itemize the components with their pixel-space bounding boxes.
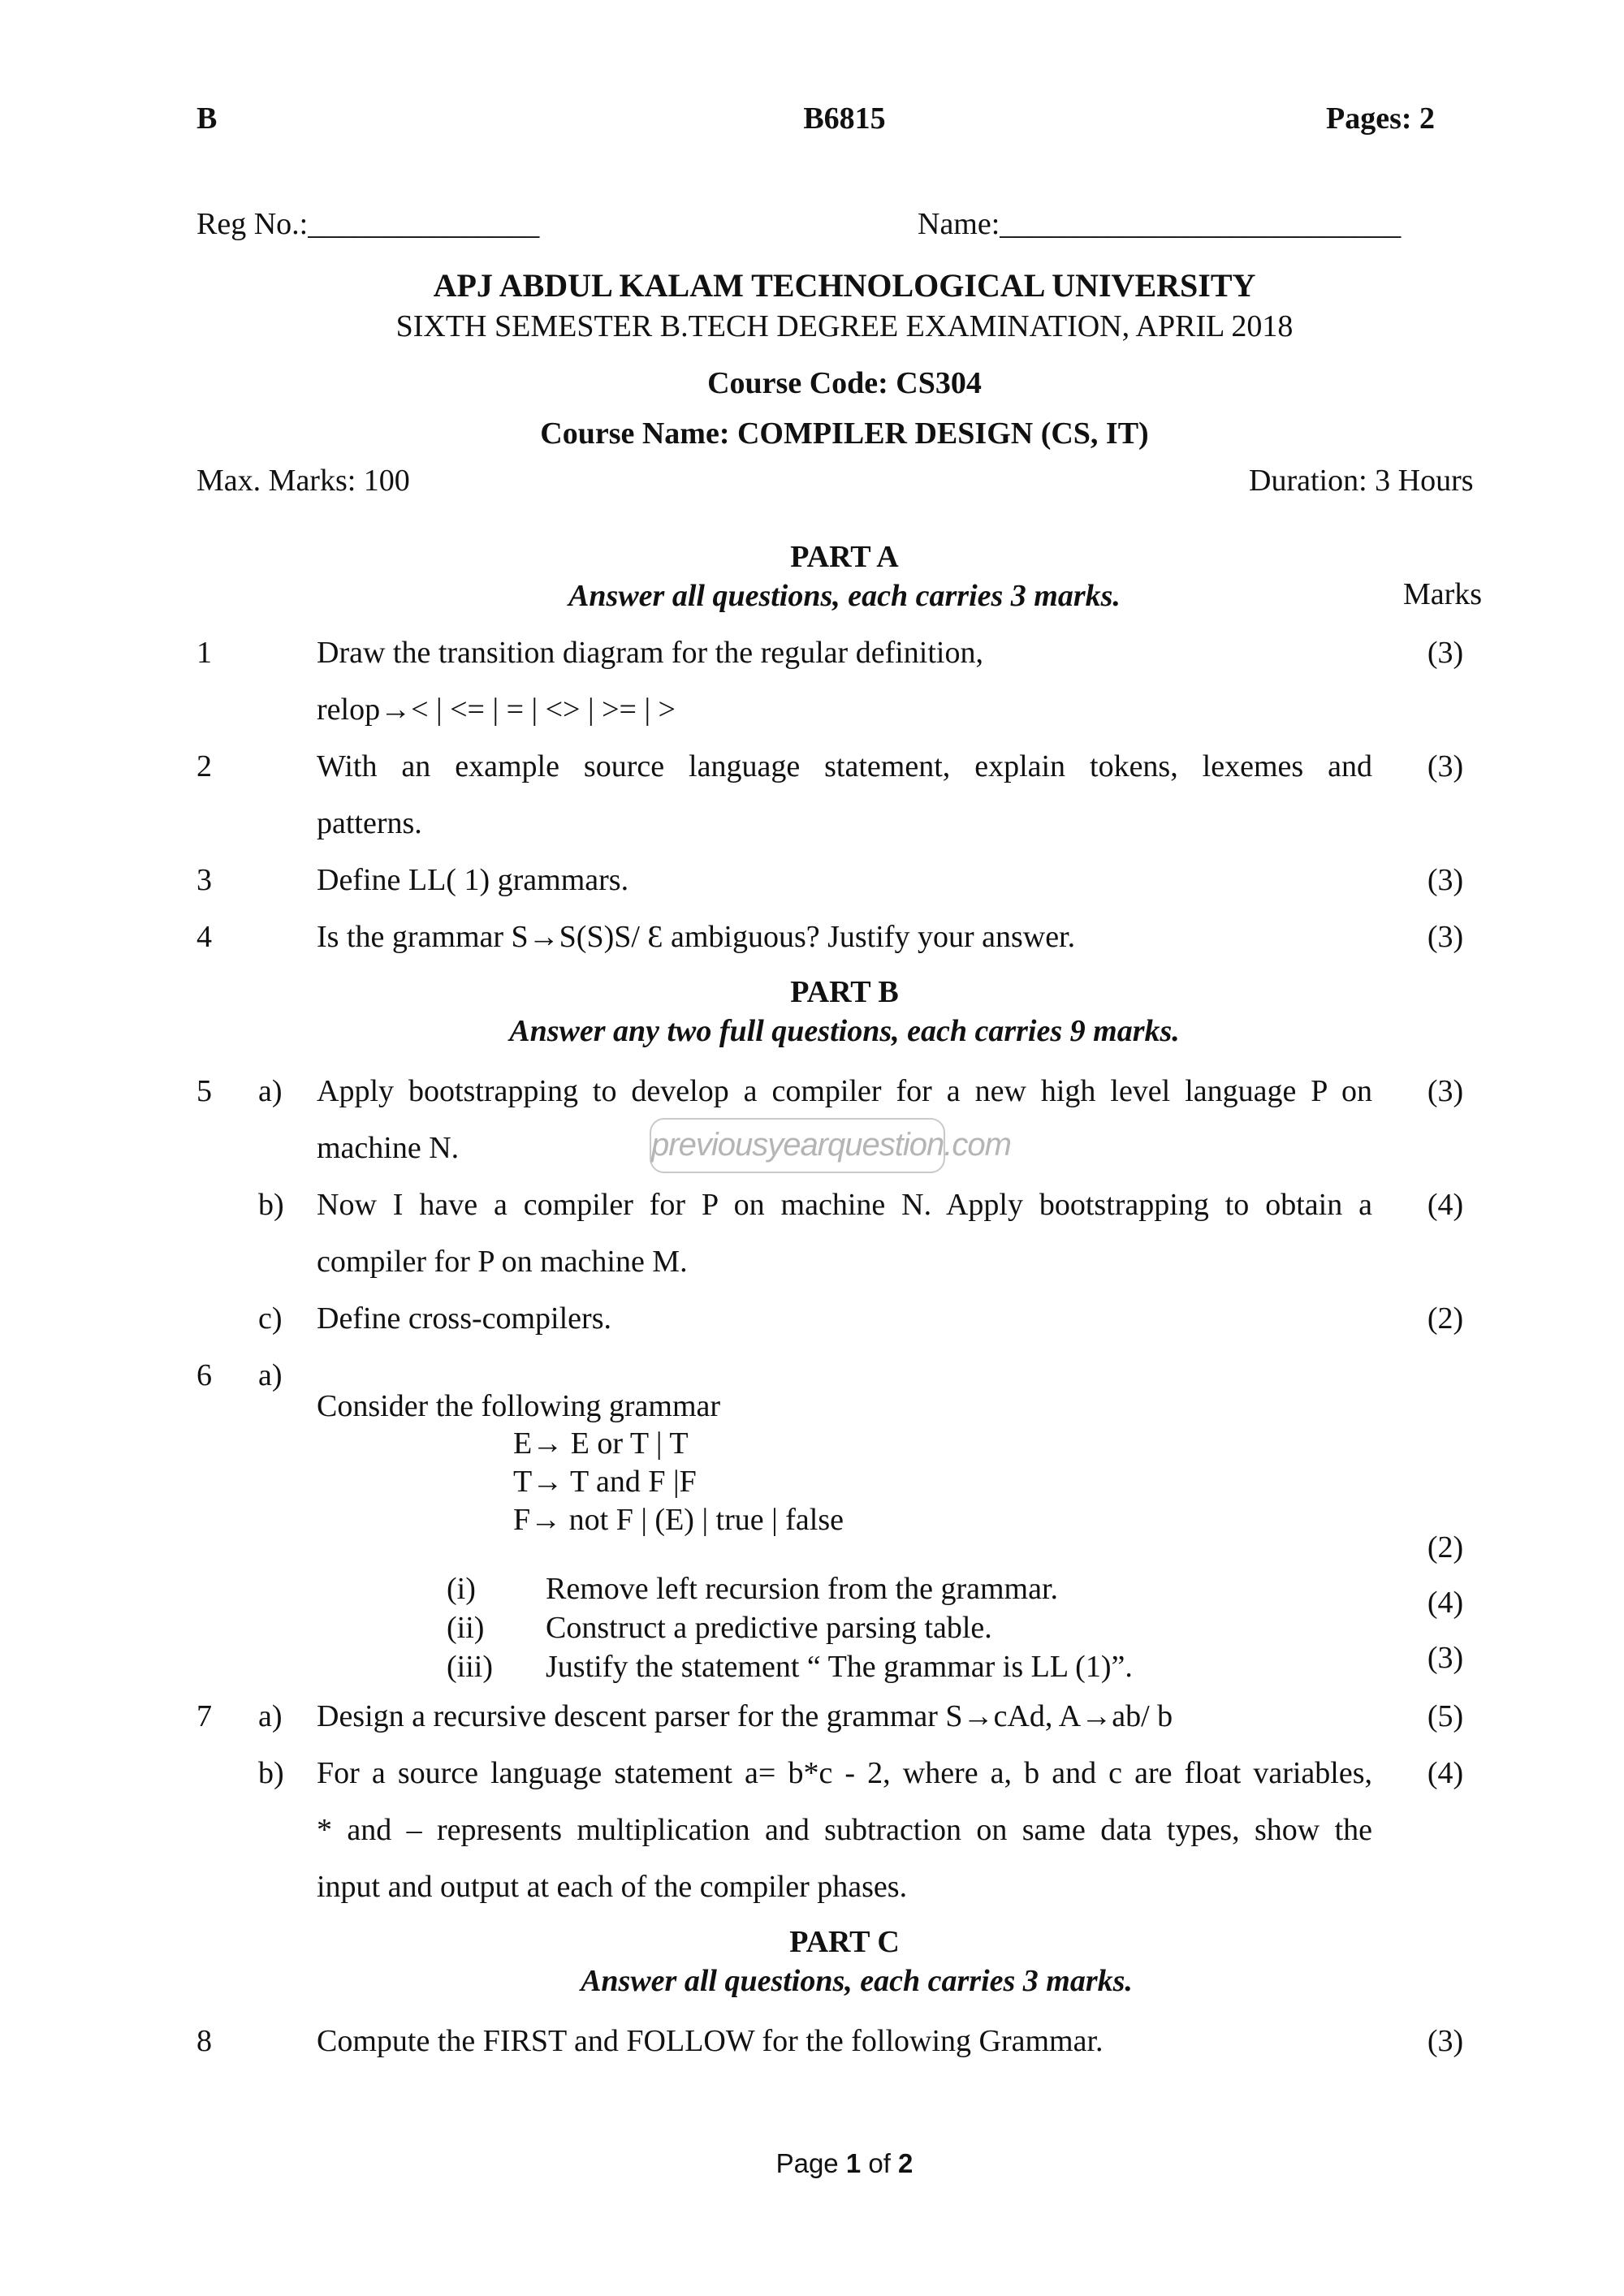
footer-of: of bbox=[861, 2148, 899, 2178]
question-text: Define LL( 1) grammars. bbox=[317, 863, 629, 897]
part-a-instruction-text: Answer all questions, each carries 3 marks. bbox=[568, 579, 1121, 613]
part-c-heading-text: PART C bbox=[789, 1925, 900, 1959]
exam-title-text: SIXTH SEMESTER B.TECH DEGREE EXAMINATION, APRIL 2018 bbox=[395, 309, 1294, 343]
sub-question-label: a) bbox=[258, 1699, 283, 1733]
sub-question-label: b) bbox=[258, 1756, 284, 1790]
question-marks: (5) bbox=[1427, 1699, 1464, 1733]
question-text: Draw the transition diagram for the regular definition, bbox=[317, 636, 983, 670]
question-marks: (2) bbox=[1427, 1530, 1464, 1564]
page-footer bbox=[0, 2148, 1624, 2179]
roman-label: (i) bbox=[447, 1572, 476, 1606]
question-marks: (3) bbox=[1427, 863, 1464, 897]
part-a-heading-text: PART A bbox=[790, 540, 899, 574]
sub-question-label: c) bbox=[258, 1301, 283, 1336]
page-count: Pages: 2 bbox=[1326, 101, 1436, 136]
question-text: patterns. bbox=[317, 806, 422, 840]
part-b-instruction-text: Answer any two full questions, each carries 9 marks. bbox=[509, 1014, 1180, 1048]
part-c-instruction-text: Answer all questions, each carries 3 marks. bbox=[581, 1964, 1133, 1998]
question-number: 6 bbox=[197, 1358, 212, 1392]
part-b-instruction bbox=[0, 1013, 1624, 1049]
question-marks: (4) bbox=[1427, 1188, 1464, 1222]
question-text: Design a recursive descent parser for the grammar S→cAd, A→ab/ b bbox=[317, 1699, 1173, 1733]
question-marks: (3) bbox=[1427, 920, 1464, 954]
question-text: machine N. bbox=[317, 1131, 460, 1165]
part-c-heading bbox=[0, 1924, 1624, 1960]
university-name-text: APJ ABDUL KALAM TECHNOLOGICAL UNIVERSITY bbox=[433, 267, 1256, 304]
question-text: Apply bootstrapping to develop a compiler for a new high level language P on bbox=[317, 1074, 1372, 1108]
question-text: Now I have a compiler for P on machine N. Apply bootstrapping to obtain a bbox=[317, 1188, 1372, 1222]
question-number: 2 bbox=[197, 749, 212, 783]
question-text: Justify the statement “ The grammar is LL (1)”. bbox=[546, 1650, 1133, 1684]
question-number: 4 bbox=[197, 920, 212, 954]
name-field: Name:__________________________ bbox=[918, 207, 1402, 241]
roman-label: (ii) bbox=[447, 1611, 485, 1645]
part-b-heading-text: PART B bbox=[790, 975, 899, 1009]
roman-label: (iii) bbox=[447, 1650, 493, 1684]
course-name-text: Course Name: COMPILER DESIGN (CS, IT) bbox=[540, 416, 1149, 451]
course-code bbox=[0, 365, 1624, 401]
part-a-instruction bbox=[0, 578, 1624, 614]
part-b-heading bbox=[0, 974, 1624, 1010]
question-text: Remove left recursion from the grammar. bbox=[546, 1572, 1059, 1606]
footer-total-pages: 2 bbox=[898, 2148, 914, 2178]
question-text: relop→< | <= | = | <> | >= | > bbox=[317, 693, 676, 727]
exam-title bbox=[0, 309, 1624, 344]
grammar-rule: T→ T and F |F bbox=[513, 1465, 697, 1499]
marks-column-header: Marks bbox=[1403, 577, 1483, 611]
course-name bbox=[0, 416, 1624, 451]
question-marks: (3) bbox=[1427, 1074, 1464, 1108]
series-letter: B bbox=[197, 101, 218, 136]
course-code-text: Course Code: CS304 bbox=[707, 366, 982, 400]
question-marks: (4) bbox=[1427, 1586, 1464, 1620]
question-text: With an example source language statement, explain tokens, lexemes and bbox=[317, 749, 1372, 783]
max-marks: Max. Marks: 100 bbox=[197, 464, 410, 498]
question-number: 3 bbox=[197, 863, 212, 897]
question-marks: (4) bbox=[1427, 1756, 1464, 1790]
part-c-instruction bbox=[0, 1963, 1624, 1999]
question-text: Define cross-compilers. bbox=[317, 1301, 611, 1336]
sub-question-label: a) bbox=[258, 1074, 283, 1108]
question-marks: (3) bbox=[1427, 636, 1464, 670]
grammar-rule: F→ not F | (E) | true | false bbox=[513, 1503, 844, 1537]
question-text: * and – represents multiplication and subtraction on same data types, show the bbox=[317, 1813, 1372, 1847]
paper-code-text: B6815 bbox=[803, 101, 886, 136]
question-marks: (3) bbox=[1427, 2024, 1464, 2058]
question-marks: (2) bbox=[1427, 1301, 1464, 1336]
question-text: Construct a predictive parsing table. bbox=[546, 1611, 992, 1645]
question-marks: (3) bbox=[1427, 749, 1464, 783]
sub-question-label: a) bbox=[258, 1358, 283, 1392]
duration: Duration: 3 Hours bbox=[1249, 464, 1474, 498]
question-text: input and output at each of the compiler phases. bbox=[317, 1870, 908, 1904]
question-marks: (3) bbox=[1427, 1641, 1464, 1675]
question-number: 5 bbox=[197, 1074, 212, 1108]
university-name bbox=[0, 266, 1624, 304]
question-number: 7 bbox=[197, 1699, 212, 1733]
question-number: 8 bbox=[197, 2024, 212, 2058]
question-text: Consider the following grammar bbox=[317, 1389, 721, 1423]
question-text: Compute the FIRST and FOLLOW for the following Grammar. bbox=[317, 2024, 1104, 2058]
footer-page-number: 1 bbox=[845, 2148, 862, 2178]
watermark: previousyearquestion.com bbox=[650, 1118, 945, 1173]
question-number: 1 bbox=[197, 636, 212, 670]
sub-question-label: b) bbox=[258, 1188, 284, 1222]
grammar-rule: E→ E or T | T bbox=[513, 1426, 689, 1461]
question-text: compiler for P on machine M. bbox=[317, 1245, 688, 1279]
question-text: Is the grammar S→S(S)S/ Ɛ ambiguous? Justify your answer. bbox=[317, 920, 1076, 954]
footer-page-label: Page bbox=[775, 2148, 846, 2178]
part-a-heading bbox=[0, 539, 1624, 575]
question-text: For a source language statement a= b*c - 2, where a, b and c are float variables, bbox=[317, 1756, 1372, 1790]
reg-no-field: Reg No.:_______________ bbox=[197, 207, 540, 241]
